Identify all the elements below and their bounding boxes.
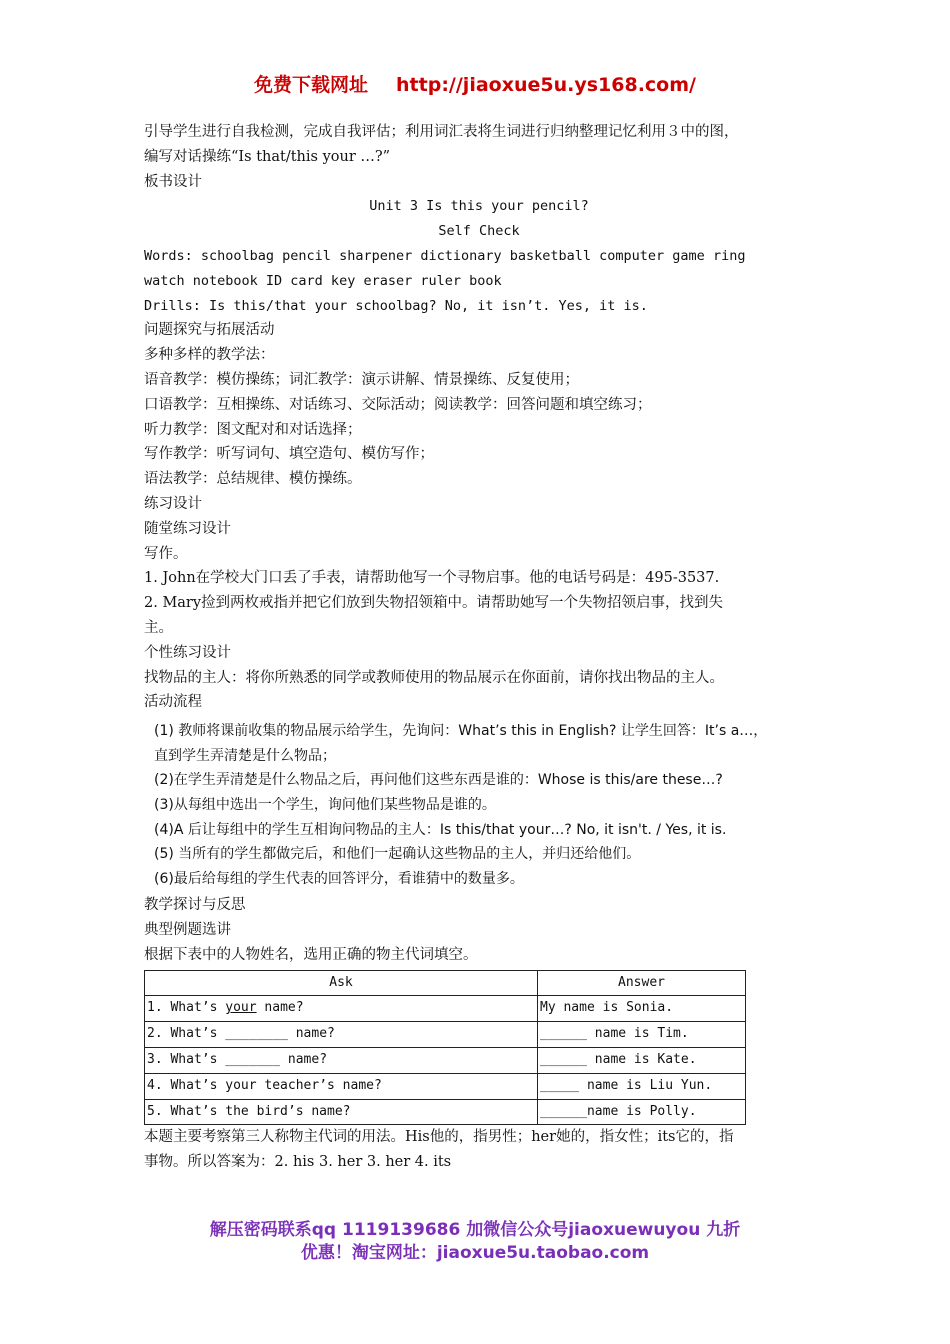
table-row (145, 1048, 746, 1074)
self-check-title: Self Check (438, 223, 520, 240)
method-line-3: 听力教学：图文配对和对话选择； (144, 421, 362, 438)
ask-cell: 3. What’s _______ name? (145, 1048, 538, 1074)
inclass-heading: 随堂练习设计 (144, 520, 231, 537)
task-line-1: 1. John在学校大门口丢了手表，请帮助他写一个寻物启事。他的电话号码是：495-3537. (144, 570, 720, 587)
method-line-1: 语音教学：模仿操练；词汇教学：演示讲解、情景操练、反复使用； (144, 371, 579, 388)
step-line: (3)从每组中选出一个学生，询问他们某些物品是谁的。 (154, 796, 496, 813)
words-line-2: watch notebook ID card key eraser ruler book (144, 272, 502, 289)
words-line-1: Words: schoolbag pencil sharpener dictionary basketball computer game ring (144, 247, 746, 264)
method-line-4: 写作教学：听写词句、填空造句、模仿写作； (144, 446, 434, 463)
explain-line-1: 本题主要考察第三人称物主代词的用法。His他的，指男性；her她的，指女性；its它的，指 (144, 1129, 734, 1146)
step-line: (1) 教师将课前收集的物品展示给学生，先询问：What’s this in English? 让学生回答：It’s a…， (154, 723, 768, 740)
drills-line: Drills: Is this/that your schoolbag? No, it isn’t. Yes, it is. (144, 297, 648, 314)
personal-heading: 个性练习设计 (144, 644, 231, 661)
step-line: (4)A 后让每组中的学生互相询问物品的主人：Is this/that your…? No, it isn't. / Yes, it is. (154, 821, 727, 838)
table-header-row (145, 970, 746, 996)
page-footer (0, 1219, 950, 1265)
step-line: (2)在学生弄清楚是什么物品之后，再问他们这些东西是谁的：Whose is this/are these…? (154, 772, 723, 789)
explain-line-2: 事物。所以答案为：2. his 3. her 3. her 4. its (144, 1154, 452, 1171)
ask-cell: 1. What’s your name? (145, 996, 538, 1022)
task-line-2b: 主。 (144, 619, 173, 636)
table-row (145, 996, 746, 1022)
ask-blank: ________ (225, 1026, 288, 1042)
footer-line-2[interactable]: 优惠！淘宝网址：jiaoxue5u.taobao.com (300, 1243, 650, 1263)
flow-heading: 活动流程 (144, 694, 202, 711)
header-label: 免费下载网址 (254, 74, 369, 96)
table-row (145, 1022, 746, 1048)
ask-cell: 4. What’s your teacher’s name? (145, 1073, 538, 1099)
activity-steps (144, 719, 814, 891)
writing-label: 写作。 (144, 545, 188, 562)
owner-task-line: 找物品的主人：将你所熟悉的同学或教师使用的物品展示在你面前，请你找出物品的主人。 (144, 669, 724, 686)
explore-heading: 问题探究与拓展活动 (144, 322, 275, 339)
method-line-5: 语法教学：总结规律、模仿操练。 (144, 471, 362, 488)
answer-column-header: Answer (538, 970, 746, 996)
answer-cell: ______name is Polly. (538, 1099, 746, 1125)
unit-title: Unit 3 Is this your pencil? (369, 198, 589, 215)
step-line: (6)最后给每组的学生代表的回答评分，看谁猜中的数量多。 (154, 870, 524, 887)
ask-cell: 5. What’s the bird’s name? (145, 1099, 538, 1125)
task-line-2a: 2. Mary捡到两枚戒指并把它们放到失物招领箱中。请帮助她写一个失物招领启事，找到失 (144, 595, 724, 612)
step-line: (5) 当所有的学生都做完后，和他们一起确认这些物品的主人，并归还给他们。 (154, 846, 641, 863)
page-header (0, 70, 950, 97)
footer-line-1: 解压密码联系qq 1119139686 加微信公众号jiaoxuewuyou 九折 (209, 1220, 741, 1240)
intro-line-1: 引导学生进行自我检测，完成自我评估；利用词汇表将生词进行归纳整理记忆利用３中的图， (144, 124, 739, 140)
ask-column-header: Ask (145, 970, 538, 996)
answer-cell: _____ name is Liu Yun. (538, 1073, 746, 1099)
step-line: 直到学生弄清楚是什么物品； (154, 747, 336, 764)
document-body (144, 120, 814, 1175)
ask-cell: 2. What’s ________ name? (145, 1022, 538, 1048)
table-row (145, 1073, 746, 1099)
pronoun-table (144, 970, 746, 1126)
header-url[interactable]: http://jiaoxue5u.ys168.com/ (396, 74, 696, 96)
example-prompt: 根据下表中的人物姓名，选用正确的物主代词填空。 (144, 946, 478, 963)
answer-cell: My name is Sonia. (538, 996, 746, 1022)
method-line-2: 口语教学：互相操练、对话练习、交际活动；阅读教学：回答问题和填空练习； (144, 396, 652, 413)
answer-cell: ______ name is Kate. (538, 1048, 746, 1074)
example-heading: 典型例题选讲 (144, 922, 231, 939)
reflection-heading: 教学探讨与反思 (144, 897, 246, 914)
ask-blank: your (225, 1000, 257, 1016)
methods-heading: 多种多样的教学法： (144, 347, 275, 364)
intro-line-2: 编写对话操练“Is that/this your …?” (144, 148, 391, 165)
practice-heading: 练习设计 (144, 495, 202, 512)
table-row (145, 1099, 746, 1125)
board-heading: 板书设计 (144, 173, 202, 190)
ask-blank: _______ (225, 1052, 281, 1068)
answer-cell: ______ name is Tim. (538, 1022, 746, 1048)
